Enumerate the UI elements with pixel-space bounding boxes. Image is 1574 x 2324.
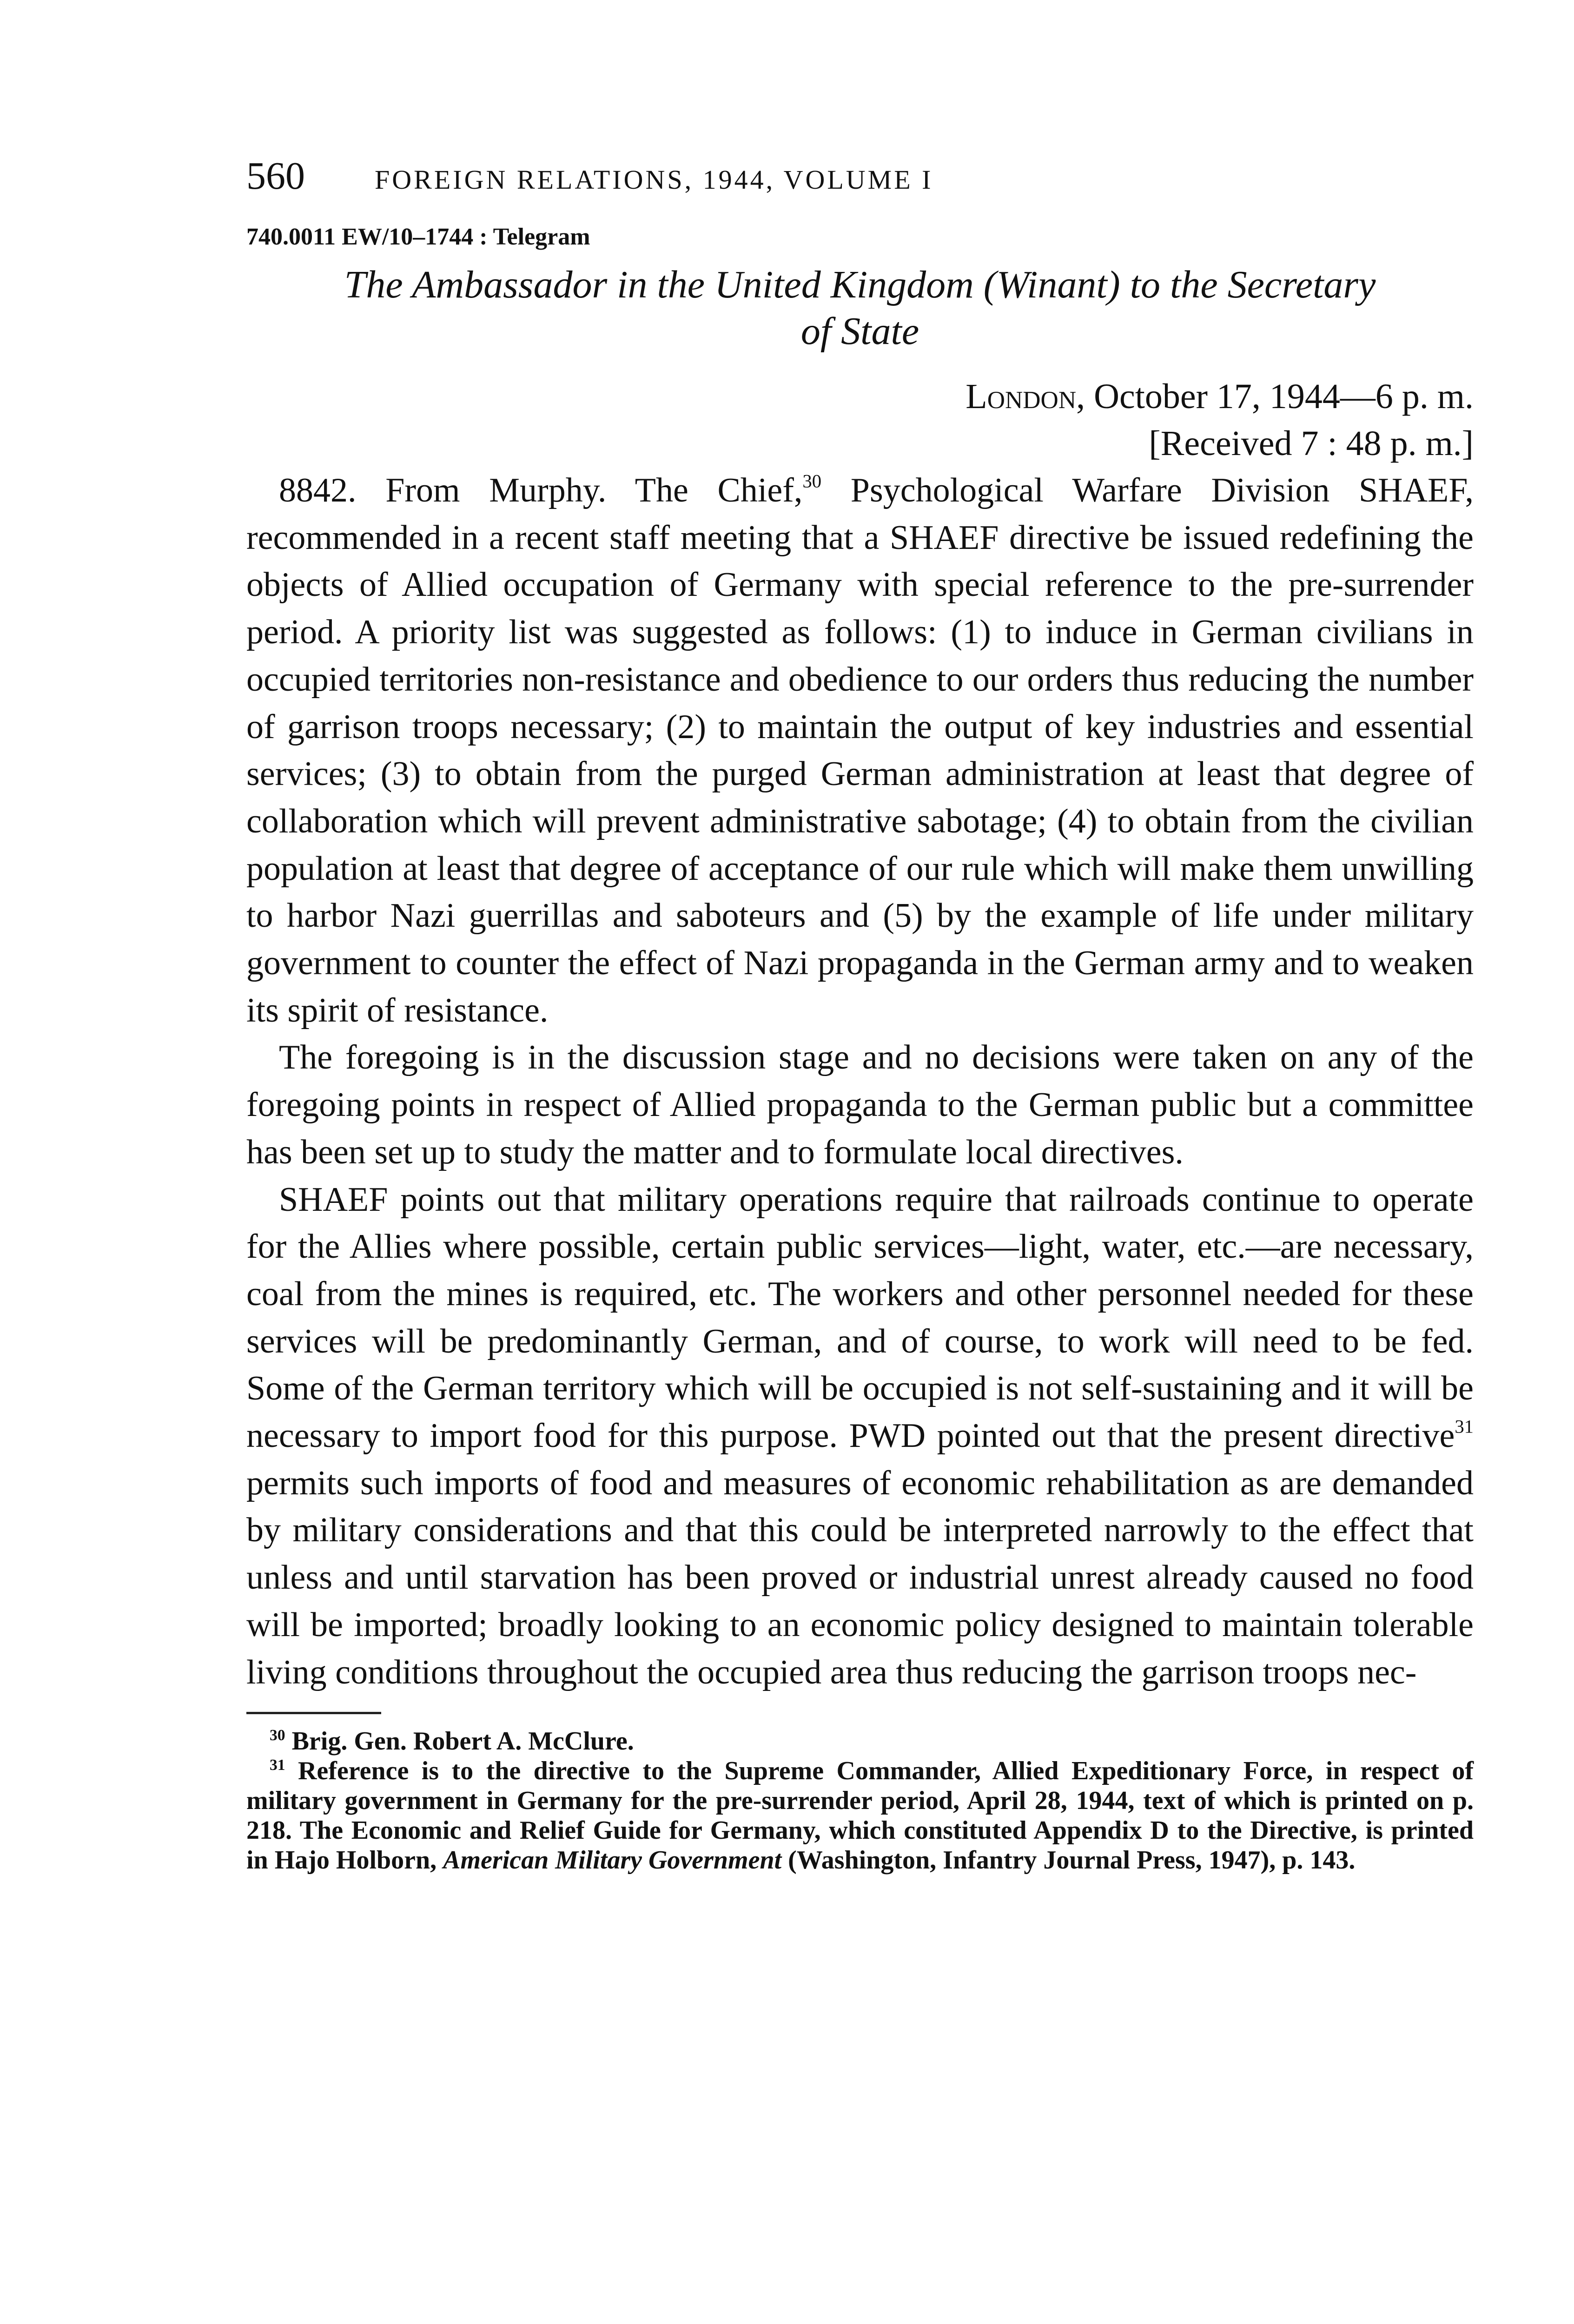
footnote-ref-31[interactable]: 31 [1455, 1416, 1474, 1437]
paragraph-2: The foregoing is in the discussion stage and no decisions were taken on any of the foregoing points in respect of Allied propaganda to the German public but a committee has been set up to study the matter and to formulate local directives. [246, 1038, 1474, 1171]
paragraph-1-text-a: 8842. From Murphy. The Chief, [279, 471, 803, 509]
paragraph-3 [246, 1176, 1474, 1697]
footnote-ref-30[interactable]: 30 [802, 470, 822, 492]
footnote-divider [246, 1712, 381, 1714]
paragraph-3-text-a: SHAEF points out that military operations require that railroads continue to operate for the Allies where possible, certain public services—light, water, etc.—are necessary, coal from the mines is required, etc. The workers and other personnel needed for these services will be predominantly German, and of course, to work will need to be fed. Some of the German territory which will be occupied is not self-sustaining and it will be necessary to import food for this purpose. PWD pointed out that the present directive [246, 1180, 1474, 1455]
footnote-30-text: Brig. Gen. Robert A. McClure. [285, 1727, 634, 1756]
document-page [246, 153, 1474, 1875]
footnote-31-mark: 31 [270, 1756, 285, 1774]
paragraph-3-text-b: permits such imports of food and measures of economic rehabilitation as are demanded by military considerations and that this could be interpreted narrowly to the effect that unless and until starvation has been proved or industrial unrest already caused no food will be imported; broadly looking to an economic policy designed to maintain tolerable living conditions throughout the occupied area thus reducing the garrison troops nec- [246, 1464, 1474, 1691]
page-number: 560 [246, 154, 305, 198]
dateline-place: London [966, 377, 1077, 416]
running-title: FOREIGN RELATIONS, 1944, VOLUME I [375, 165, 933, 195]
telegram-body [246, 467, 1474, 1696]
dateline-received: [Received 7 : 48 p. m.] [1149, 424, 1474, 463]
document-title [246, 262, 1474, 355]
footnote-31 [246, 1756, 1474, 1875]
file-reference: 740.0011 EW/10–1744 : Telegram [246, 224, 590, 250]
footnote-30-mark: 30 [270, 1727, 285, 1744]
footnote-31-text-a: Reference is to the directive to the Supreme Commander, Allied Expeditionary Force, in respect of military government in Germany for the pre-surrender period, April 28, 1944, text of which is printed on p. 218. The Economic and Relief Guide for Germany, which constituted Appendix D to the Directive, is printed in Hajo Holborn, [246, 1756, 1474, 1875]
dateline [246, 373, 1474, 467]
footnote-30 [246, 1726, 1474, 1756]
dateline-date: , October 17, 1944—6 p. m. [1076, 377, 1474, 416]
document-title-line-1: The Ambassador in the United Kingdom (Winant) to the Secretary [344, 263, 1376, 306]
paragraph-1 [246, 467, 1474, 1034]
footnote-31-text-b: (Washington, Infantry Journal Press, 1947), p. 143. [781, 1846, 1356, 1875]
document-title-line-2: of State [800, 310, 919, 353]
paragraph-1-text-b: Psychological Warfare Division SHAEF, recommended in a recent staff meeting that a SHAEF directive be issued redefining the objects of Allied occupation of Germany with special reference to the pre-surrender period. A priority list was suggested as follows: (1) to induce in German civilians in occupied territories non-resistance and obedience to our orders thus reducing the number of garrison troops necessary; (2) to maintain the output of key industries and essential services; (3) to obtain from the purged German administration at least that degree of collaboration which will prevent administrative sabotage; (4) to obtain from the civilian population at least that degree of acceptance of our rule which will make them unwilling to harbor Nazi guerrillas and saboteurs and (5) by the example of life under military government to counter the effect of Nazi propaganda in the German army and to weaken its spirit of resistance. [246, 471, 1474, 1030]
running-header [246, 153, 1474, 205]
footnotes [246, 1726, 1474, 1875]
dateline-sent [246, 373, 1474, 420]
footnote-31-book-title: American Military Government [443, 1846, 782, 1875]
